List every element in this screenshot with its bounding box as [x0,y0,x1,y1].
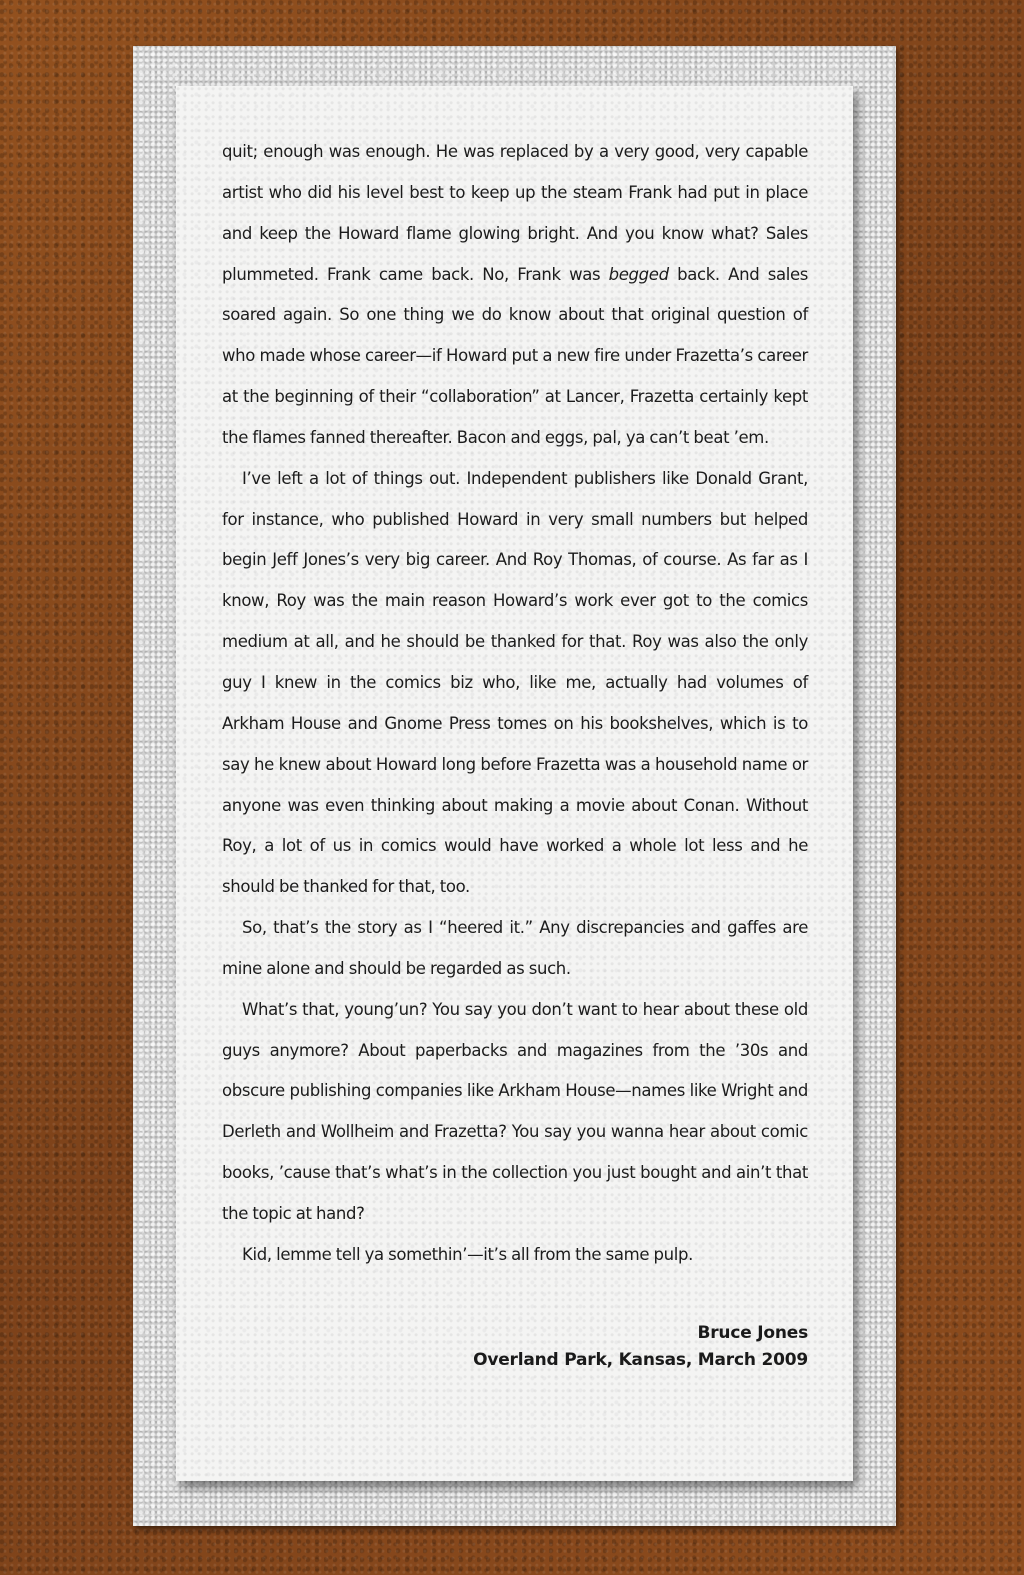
emphasis-begged: begged [608,264,669,284]
paragraph-5: Kid, lemme tell ya somethin’—it’s all from the same pulp. [242,1244,694,1264]
author-name: Bruce Jones [697,1323,808,1343]
paragraph-1-text-b: back. And sales soared again. So one thing we do know about that original question of who made whose career—if Howard put a new fire under Frazetta’s career at the beginning of their “collaboration” at Lancer, Frazetta certainly kept the flames fanned thereafter. Bacon and eggs, pal, ya can’t beat ’em. [222,264,808,447]
paragraph-4: What’s that, young’un? You say you don’t want to hear about these old guys anymore? About paperbacks and magazines from the ’30s and obscure publishing companies like Arkham House—names like Wright and Derleth and Wollheim and Frazetta? You say you wanna hear about comic books, ’cause that’s what’s in the collection you just bought and ain’t that the topic at hand? [222,999,808,1223]
paragraph-3: So, that’s the story as I “heered it.” Any discrepancies and gaffes are mine alone and should be regarded as such. [222,918,808,978]
paragraph-2: I’ve left a lot of things out. Independent publishers like Donald Grant, for instance, who published Howard in very small numbers but helped begin Jeff Jones’s very big career. And Roy Thomas, of course. As far as I know, Roy was the main reason Howard’s work ever got to the comics medium at all, and he should be thanked for that. Roy was also the only guy I knew in the comics biz who, like me, actually had volumes of Arkham House and Gnome Press tomes on his bookshelves, which is to say he knew about Howard long before Frazetta was a household name or anyone was even thinking about making a movie about Conan. Without Roy, a lot of us in comics would have worked a whole lot less and he should be thanked for that, too. [222,468,808,897]
location-date: Overland Park, Kansas, March 2009 [473,1350,808,1370]
paragraph-1 [222,132,808,459]
signature-block [473,1320,808,1374]
essay-body [222,132,808,1276]
paragraph-1-text-a: quit; enough was enough. He was replaced by a very good, very capable artist who did his level best to keep up the steam Frank had put in place and keep the Howard flame glowing bright. And you know what? Sales plummeted. Frank came back. No, Frank was [222,142,808,284]
